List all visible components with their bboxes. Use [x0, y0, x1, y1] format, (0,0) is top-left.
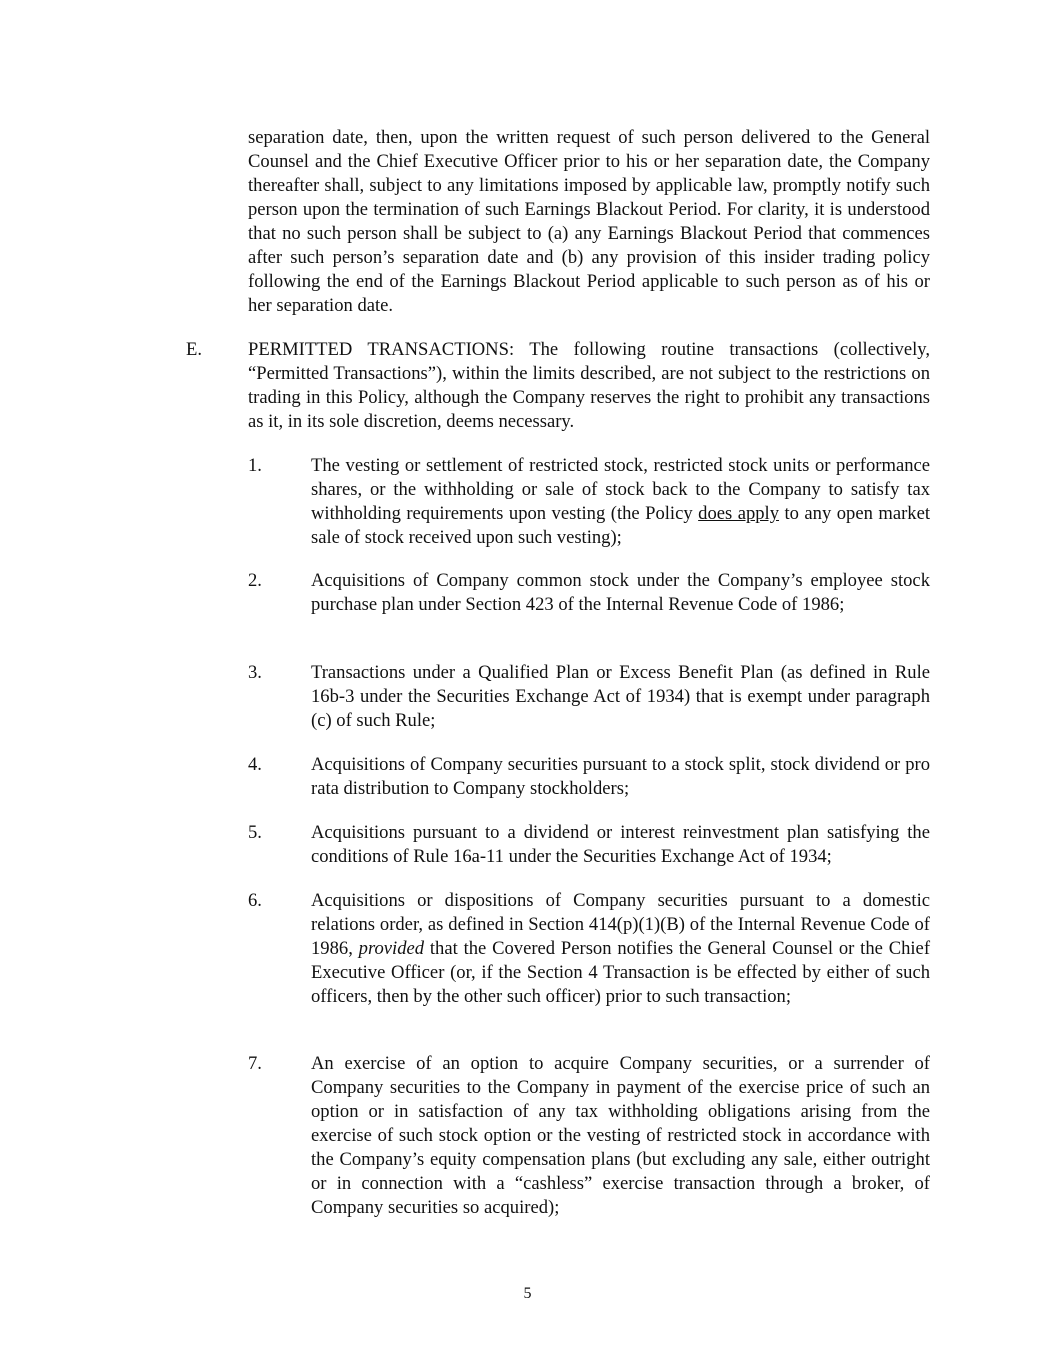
list-item-number: 6. — [248, 890, 262, 911]
list-item-number: 5. — [248, 822, 262, 843]
list-item-text: Acquisitions of Company securities pursuant to a stock split, stock dividend or pro rata distribution to Company stockholders; — [311, 754, 930, 799]
list-item-text-part: The vesting or settlement of restricted stock, restricted stock units or performance shares, or the withholding or sale of stock back to the Company to satisfy tax withholding requirements upon vesting (the Policy — [311, 455, 930, 524]
list-item-text-part: that the Covered Person notifies the General Counsel or the Chief Executive Officer (or, if the Section 4 Transaction is be effected by either of such officers, then by the other such officer) prior to such transaction; — [311, 938, 931, 1007]
list-item-text: Transactions under a Qualified Plan or Excess Benefit Plan (as defined in Rule 16b-3 under the Securities Exchange Act of 1934) that is exempt under paragraph (c) of such Rule; — [311, 662, 930, 731]
intro-paragraph: separation date, then, upon the written request of such person delivered to the General Counsel and the Chief Executive Officer prior to his or her separation date, the Company thereafter shall, subject to any limitations imposed by applicable law, promptly notify such person upon the termination of such Earnings Blackout Period. For clarity, it is understood that no such person shall be subject to (a) any Earnings Blackout Period that commences after such person’s separation date and (b) any provision of this insider trading policy following the end of the Earnings Blackout Period applicable to such person as of his or her separation date. — [248, 127, 930, 316]
section-letter: E. — [186, 339, 203, 360]
list-item-text — [311, 889, 930, 1009]
list-item-text-part: to any open market sale of stock received upon such vesting); — [311, 503, 931, 548]
underlined-emphasis: does apply — [698, 503, 780, 524]
list-item-text-part: Acquisitions or dispositions of Company securities pursuant to a domestic relations order, as defined in Section 414(p)(1)(B) of the Internal Revenue Code of 1986, — [311, 890, 930, 959]
list-item-text — [311, 454, 930, 550]
section-paragraph: PERMITTED TRANSACTIONS: The following routine transactions (collectively, “Permitted Transactions”), within the limits described, are not subject to the restrictions on trading in this Policy, although the Company reserves the right to prohibit any transactions as it, in its sole discretion, deems necessary. — [248, 339, 930, 432]
list-item-text: An exercise of an option to acquire Company securities, or a surrender of Company securities to the Company in payment of the exercise price of such an option or in satisfaction of any tax withholding obligations arising from the exercise of such stock option or the vesting of restricted stock in accordance with the Company’s equity compensation plans (but excluding any sale, either outright or in connection with a “cashless” exercise transaction through a broker, of Company securities so acquired); — [311, 1053, 930, 1218]
list-item-text: Acquisitions pursuant to a dividend or interest reinvestment plan satisfying the conditions of Rule 16a-11 under the Securities Exchange Act of 1934; — [311, 822, 930, 867]
list-item-number: 4. — [248, 754, 262, 775]
page-number: 5 — [523, 1285, 532, 1302]
list-item-number: 3. — [248, 662, 262, 683]
italic-emphasis: provided — [358, 938, 425, 959]
list-item-number: 2. — [248, 570, 262, 591]
list-item-text: Acquisitions of Company common stock under the Company’s employee stock purchase plan under Section 423 of the Internal Revenue Code of 1986; — [311, 570, 930, 615]
list-item-number: 1. — [248, 455, 262, 476]
list-item-number: 7. — [248, 1053, 262, 1074]
